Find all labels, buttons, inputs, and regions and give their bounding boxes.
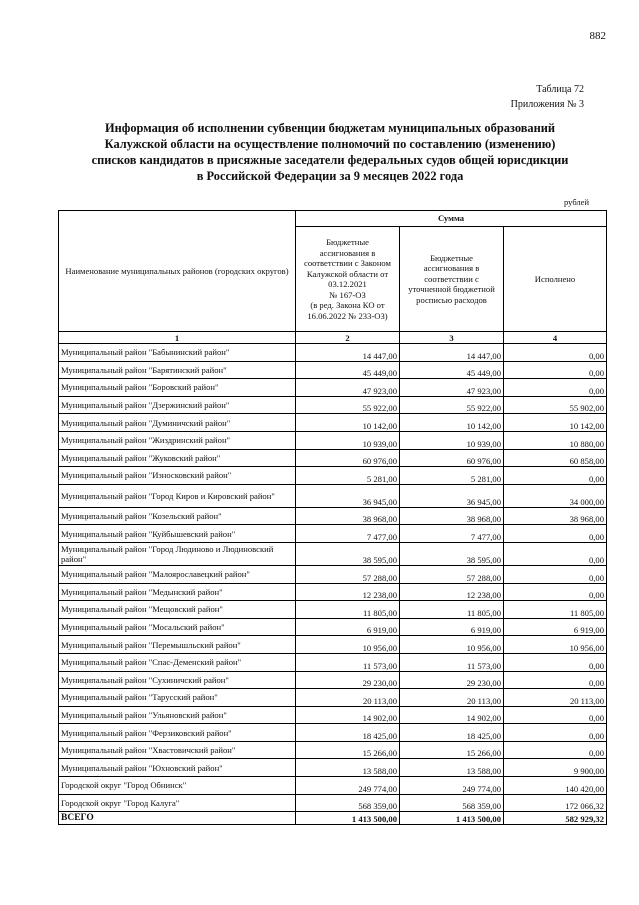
header-line: соответствии с xyxy=(424,273,479,284)
column-number: 4 xyxy=(504,332,607,344)
row-name: Муниципальный район "Мещовский район" xyxy=(59,601,296,619)
row-planned: 38 595,00 xyxy=(296,542,400,565)
document-title xyxy=(60,120,600,184)
row-name: Муниципальный район "Куйбышевский район" xyxy=(59,525,296,543)
row-executed: 0,00 xyxy=(504,724,607,742)
title-line: Калужской области на осуществление полномочий по составлению (изменению) xyxy=(104,137,556,151)
row-name: Муниципальный район "Спас-Деменский район" xyxy=(59,653,296,671)
row-planned: 20 113,00 xyxy=(296,689,400,707)
row-executed: 10 956,00 xyxy=(504,636,607,654)
row-planned: 7 477,00 xyxy=(296,525,400,543)
row-planned: 11 805,00 xyxy=(296,601,400,619)
row-name: Муниципальный район "Дзержинский район" xyxy=(59,396,296,414)
total-planned: 1 413 500,00 xyxy=(296,812,400,825)
header-line: № 167-ОЗ xyxy=(329,289,366,300)
row-executed: 38 968,00 xyxy=(504,507,607,525)
row-executed: 0,00 xyxy=(504,344,607,362)
row-executed: 0,00 xyxy=(504,361,607,379)
table-row xyxy=(59,618,607,636)
table-row xyxy=(59,741,607,759)
table-row xyxy=(59,601,607,619)
row-executed: 0,00 xyxy=(504,741,607,759)
row-executed: 0,00 xyxy=(504,671,607,689)
table-row xyxy=(59,525,607,543)
row-refined: 18 425,00 xyxy=(400,724,504,742)
row-refined: 5 281,00 xyxy=(400,467,504,485)
table-row xyxy=(59,636,607,654)
header-line: уточненной бюджетной xyxy=(408,284,495,295)
row-refined: 7 477,00 xyxy=(400,525,504,543)
row-refined: 11 805,00 xyxy=(400,601,504,619)
header-line: Калужской области от xyxy=(306,268,389,279)
row-planned: 249 774,00 xyxy=(296,777,400,795)
row-planned: 38 968,00 xyxy=(296,507,400,525)
title-line: списков кандидатов в присяжные заседатели федеральных судов общей юрисдикции xyxy=(91,153,569,167)
row-name: Муниципальный район "Юхновский район" xyxy=(59,759,296,777)
table-row xyxy=(59,414,607,432)
row-refined: 14 902,00 xyxy=(400,706,504,724)
row-refined: 10 956,00 xyxy=(400,636,504,654)
total-label: ВСЕГО xyxy=(59,812,296,825)
table-body xyxy=(59,344,607,812)
row-refined: 55 922,00 xyxy=(400,396,504,414)
row-executed: 10 880,00 xyxy=(504,431,607,449)
row-refined: 10 939,00 xyxy=(400,431,504,449)
row-planned: 10 939,00 xyxy=(296,431,400,449)
column-number: 3 xyxy=(400,332,504,344)
row-name: Городской округ "Город Калуга" xyxy=(59,794,296,812)
header-name: Наименование муниципальных районов (городских округов) xyxy=(59,211,296,332)
row-name: Муниципальный район "Ферзиковский район" xyxy=(59,724,296,742)
row-name: Муниципальный район "Хвастовичский район" xyxy=(59,741,296,759)
row-executed: 10 142,00 xyxy=(504,414,607,432)
row-planned: 5 281,00 xyxy=(296,467,400,485)
appendix-number: Приложения № 3 xyxy=(510,99,584,110)
row-planned: 11 573,00 xyxy=(296,653,400,671)
table-row xyxy=(59,671,607,689)
row-executed: 0,00 xyxy=(504,653,607,671)
column-number: 1 xyxy=(59,332,296,344)
table-row xyxy=(59,361,607,379)
header-line: 16.06.2022 № 233-ОЗ) xyxy=(307,310,388,321)
table-row xyxy=(59,379,607,397)
total-refined: 1 413 500,00 xyxy=(400,812,504,825)
header-line: Бюджетные xyxy=(326,237,369,247)
row-name: Муниципальный район "Город Людиново и Людиновский район" xyxy=(59,542,296,565)
header-planned xyxy=(296,227,400,332)
header-line: Бюджетные xyxy=(430,252,473,263)
row-planned: 568 359,00 xyxy=(296,794,400,812)
table-row xyxy=(59,484,607,507)
table-row xyxy=(59,653,607,671)
units-label: рублей xyxy=(564,197,589,207)
row-name: Муниципальный район "Город Киров и Кировский район" xyxy=(59,484,296,507)
header-line: ассигнования в xyxy=(319,247,376,258)
table-row xyxy=(59,396,607,414)
header-line: (в ред. Закона КО от xyxy=(310,300,385,310)
table-row xyxy=(59,759,607,777)
row-executed: 60 858,00 xyxy=(504,449,607,467)
column-number: 2 xyxy=(296,332,400,344)
row-planned: 15 266,00 xyxy=(296,741,400,759)
header-line: ассигнования в xyxy=(423,263,480,274)
row-executed: 0,00 xyxy=(504,467,607,485)
title-line: в Российской Федерации за 9 месяцев 2022 года xyxy=(196,169,464,183)
row-refined: 10 142,00 xyxy=(400,414,504,432)
row-planned: 55 922,00 xyxy=(296,396,400,414)
table-row xyxy=(59,777,607,795)
row-refined: 38 968,00 xyxy=(400,507,504,525)
row-executed: 172 066,32 xyxy=(504,794,607,812)
row-name: Муниципальный район "Перемышльский район" xyxy=(59,636,296,654)
table-row xyxy=(59,724,607,742)
row-planned: 36 945,00 xyxy=(296,484,400,507)
header-sum: Сумма xyxy=(296,211,607,227)
row-refined: 45 449,00 xyxy=(400,361,504,379)
row-planned: 18 425,00 xyxy=(296,724,400,742)
table-row xyxy=(59,344,607,362)
row-executed: 0,00 xyxy=(504,525,607,543)
row-executed: 0,00 xyxy=(504,565,607,583)
row-planned: 57 288,00 xyxy=(296,565,400,583)
total-executed: 582 929,32 xyxy=(504,812,607,825)
row-refined: 47 923,00 xyxy=(400,379,504,397)
row-planned: 10 956,00 xyxy=(296,636,400,654)
row-executed: 6 919,00 xyxy=(504,618,607,636)
row-refined: 38 595,00 xyxy=(400,542,504,565)
table-row xyxy=(59,542,607,565)
table-row xyxy=(59,467,607,485)
row-refined: 60 976,00 xyxy=(400,449,504,467)
total-row xyxy=(59,812,607,825)
row-executed: 20 113,00 xyxy=(504,689,607,707)
row-name: Муниципальный район "Думиничский район" xyxy=(59,414,296,432)
row-planned: 45 449,00 xyxy=(296,361,400,379)
page-number: 882 xyxy=(589,30,606,42)
row-name: Муниципальный район "Жиздринский район" xyxy=(59,431,296,449)
row-name: Муниципальный район "Малоярославецкий район" xyxy=(59,565,296,583)
table-row xyxy=(59,431,607,449)
row-name: Муниципальный район "Барятинский район" xyxy=(59,361,296,379)
row-planned: 60 976,00 xyxy=(296,449,400,467)
row-refined: 15 266,00 xyxy=(400,741,504,759)
table-row xyxy=(59,794,607,812)
row-planned: 47 923,00 xyxy=(296,379,400,397)
row-executed: 11 805,00 xyxy=(504,601,607,619)
title-line: Информация об исполнении субвенции бюджетам муниципальных образований xyxy=(104,121,556,135)
row-refined: 36 945,00 xyxy=(400,484,504,507)
row-name: Муниципальный район "Тарусский район" xyxy=(59,689,296,707)
header-line: 03.12.2021 xyxy=(328,279,367,289)
row-planned: 14 902,00 xyxy=(296,706,400,724)
row-name: Городской округ "Город Обнинск" xyxy=(59,777,296,795)
row-refined: 11 573,00 xyxy=(400,653,504,671)
table-row xyxy=(59,507,607,525)
row-name: Муниципальный район "Сухиничский район" xyxy=(59,671,296,689)
row-executed: 0,00 xyxy=(504,542,607,565)
row-name: Муниципальный район "Бабынинский район" xyxy=(59,344,296,362)
row-name: Муниципальный район "Боровский район" xyxy=(59,379,296,397)
header-refined xyxy=(400,227,504,332)
row-executed: 55 902,00 xyxy=(504,396,607,414)
header-executed: Исполнено xyxy=(504,227,607,332)
report-table xyxy=(58,210,607,825)
table-row xyxy=(59,706,607,724)
table-row xyxy=(59,449,607,467)
row-planned: 6 919,00 xyxy=(296,618,400,636)
row-planned: 29 230,00 xyxy=(296,671,400,689)
row-name: Муниципальный район "Ульяновский район" xyxy=(59,706,296,724)
row-refined: 13 588,00 xyxy=(400,759,504,777)
table-number: Таблица 72 xyxy=(536,84,584,95)
row-executed: 0,00 xyxy=(504,583,607,601)
row-refined: 20 113,00 xyxy=(400,689,504,707)
table-row xyxy=(59,565,607,583)
row-name: Муниципальный район "Медынский район" xyxy=(59,583,296,601)
row-planned: 14 447,00 xyxy=(296,344,400,362)
row-planned: 13 588,00 xyxy=(296,759,400,777)
row-refined: 29 230,00 xyxy=(400,671,504,689)
row-refined: 249 774,00 xyxy=(400,777,504,795)
table-row xyxy=(59,689,607,707)
row-refined: 57 288,00 xyxy=(400,565,504,583)
table-label xyxy=(511,82,584,112)
row-refined: 12 238,00 xyxy=(400,583,504,601)
header-line: росписью расходов xyxy=(416,294,487,305)
row-executed: 140 420,00 xyxy=(504,777,607,795)
row-name: Муниципальный район "Козельский район" xyxy=(59,507,296,525)
row-name: Муниципальный район "Износковский район" xyxy=(59,467,296,485)
row-name: Муниципальный район "Мосальский район" xyxy=(59,618,296,636)
row-executed: 34 000,00 xyxy=(504,484,607,507)
row-planned: 12 238,00 xyxy=(296,583,400,601)
row-name: Муниципальный район "Жуковский район" xyxy=(59,449,296,467)
row-refined: 6 919,00 xyxy=(400,618,504,636)
header-line: соответствии с Законом xyxy=(304,258,391,268)
row-executed: 0,00 xyxy=(504,379,607,397)
row-refined: 568 359,00 xyxy=(400,794,504,812)
row-planned: 10 142,00 xyxy=(296,414,400,432)
row-executed: 9 900,00 xyxy=(504,759,607,777)
row-refined: 14 447,00 xyxy=(400,344,504,362)
table-row xyxy=(59,583,607,601)
row-executed: 0,00 xyxy=(504,706,607,724)
